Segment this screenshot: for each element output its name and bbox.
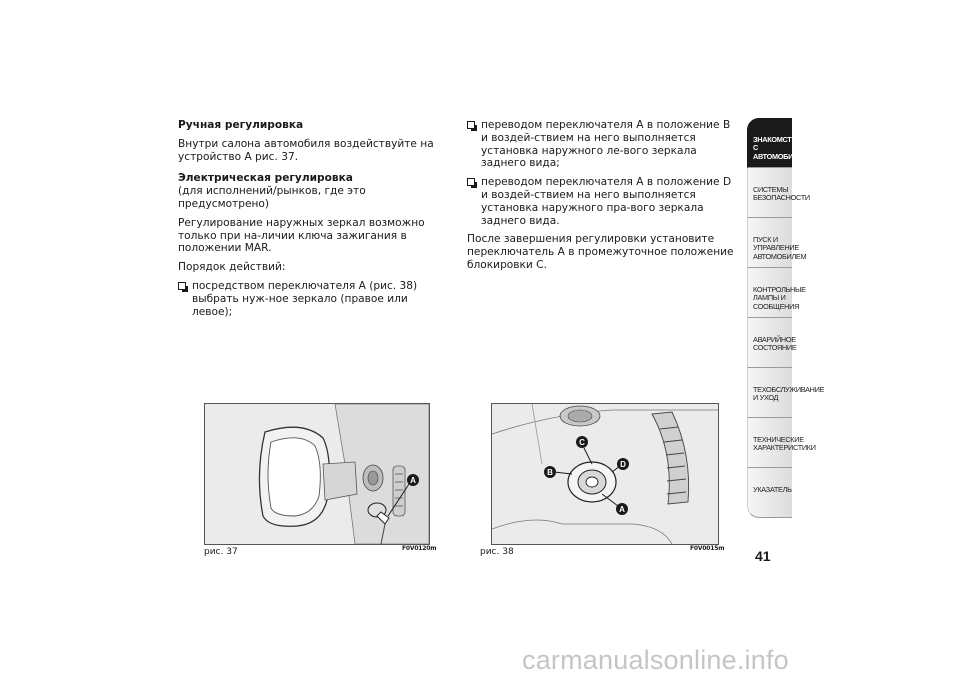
switch-illustration [492, 404, 718, 544]
callout-a-label: A [410, 476, 416, 485]
bullet-right-mirror [467, 176, 740, 227]
heading-electric-adjustment: Электрическая регулировка [178, 172, 353, 185]
tab-starting-driving[interactable] [747, 218, 807, 268]
figure-38-caption: рис. 38 [480, 547, 514, 557]
figure-37-code: F0V0120m [402, 545, 437, 552]
callout-c-label: C [579, 438, 585, 447]
paragraph-ignition: Регулирование наружных зеркал возможно только при на-личии ключа зажигания в положении MAR. [178, 216, 425, 255]
figure-38-code: F0V0015m [690, 545, 725, 552]
tab-safety-systems[interactable] [747, 168, 810, 218]
tab-label: ТЕХНИЧЕСКИЕ ХАРАКТЕРИСТИКИ [753, 435, 816, 453]
callout-b-label: B [547, 468, 553, 477]
figure-37-mirror-manual [204, 403, 430, 545]
checkbox-bullet-icon [467, 121, 475, 129]
tab-warning-lights[interactable] [747, 268, 806, 318]
bullet-left-mirror [467, 119, 740, 170]
tab-technical-specs[interactable] [747, 418, 816, 468]
figure-38-mirror-switch [491, 403, 719, 545]
chapter-tabs [747, 118, 825, 518]
watermark: carmanualsonline.info [522, 645, 789, 675]
tab-emergency[interactable] [747, 318, 797, 368]
tab-label: СИСТЕМЫ БЕЗОПАСНОСТИ [753, 185, 810, 203]
paragraph-procedure: Порядок действий: [178, 261, 286, 274]
paragraph-after-adjustment: После завершения регулировки установите переключатель А в промежуточное положение блокировки С. [467, 233, 734, 271]
tab-label: КОНТРОЛЬНЫЕ ЛАМПЫ И СООБЩЕНИЯ [753, 285, 806, 311]
tab-label: ТЕХОБСЛУЖИВАНИЕ И УХОД [753, 385, 825, 403]
bullet-select-mirror [178, 280, 451, 318]
heading-electric-note: (для исполнений/рынков, где это предусмотрено) [178, 185, 366, 210]
bullet-text: переводом переключателя А в положение В и воздей-ствием на него выполняется установка наружного ле-вого зеркала заднего вида; [481, 119, 731, 170]
checkbox-bullet-icon [178, 282, 186, 290]
tab-index[interactable] [747, 468, 792, 518]
callout-a-label: A [619, 505, 625, 514]
paragraph-manual: Внутри салона автомобиля воздействуйте на устройство А рис. 37. [178, 137, 434, 163]
heading-manual-adjustment: Ручная регулировка [178, 119, 304, 131]
bullet-text: переводом переключателя А в положение D и воздей-ствием на него выполняется установка наружного пра-вого зеркала заднего вида. [481, 176, 732, 227]
page-number: 41 [755, 548, 771, 564]
mirror-illustration [205, 404, 429, 544]
callout-d-label: D [620, 460, 626, 469]
tab-label: АВАРИЙНОЕ СОСТОЯНИЕ [753, 335, 797, 353]
bullet-text: посредством переключателя А (рис. 38) выбрать нуж-ное зеркало (правое или левое); [192, 279, 418, 318]
tab-label: УКАЗАТЕЛЬ [753, 485, 792, 494]
left-text-column [178, 119, 451, 318]
checkbox-bullet-icon [467, 178, 475, 186]
right-text-column [467, 119, 740, 272]
tab-getting-to-know[interactable] [747, 118, 809, 168]
tab-label: ПУСК И УПРАВЛЕНИЕ АВТОМОБИЛЕМ [753, 235, 807, 261]
tab-maintenance[interactable] [747, 368, 825, 418]
tab-label: ЗНАКОМСТВО С АВТОМОБИЛЕМ [753, 135, 809, 161]
figure-37-caption: рис. 37 [204, 547, 238, 557]
